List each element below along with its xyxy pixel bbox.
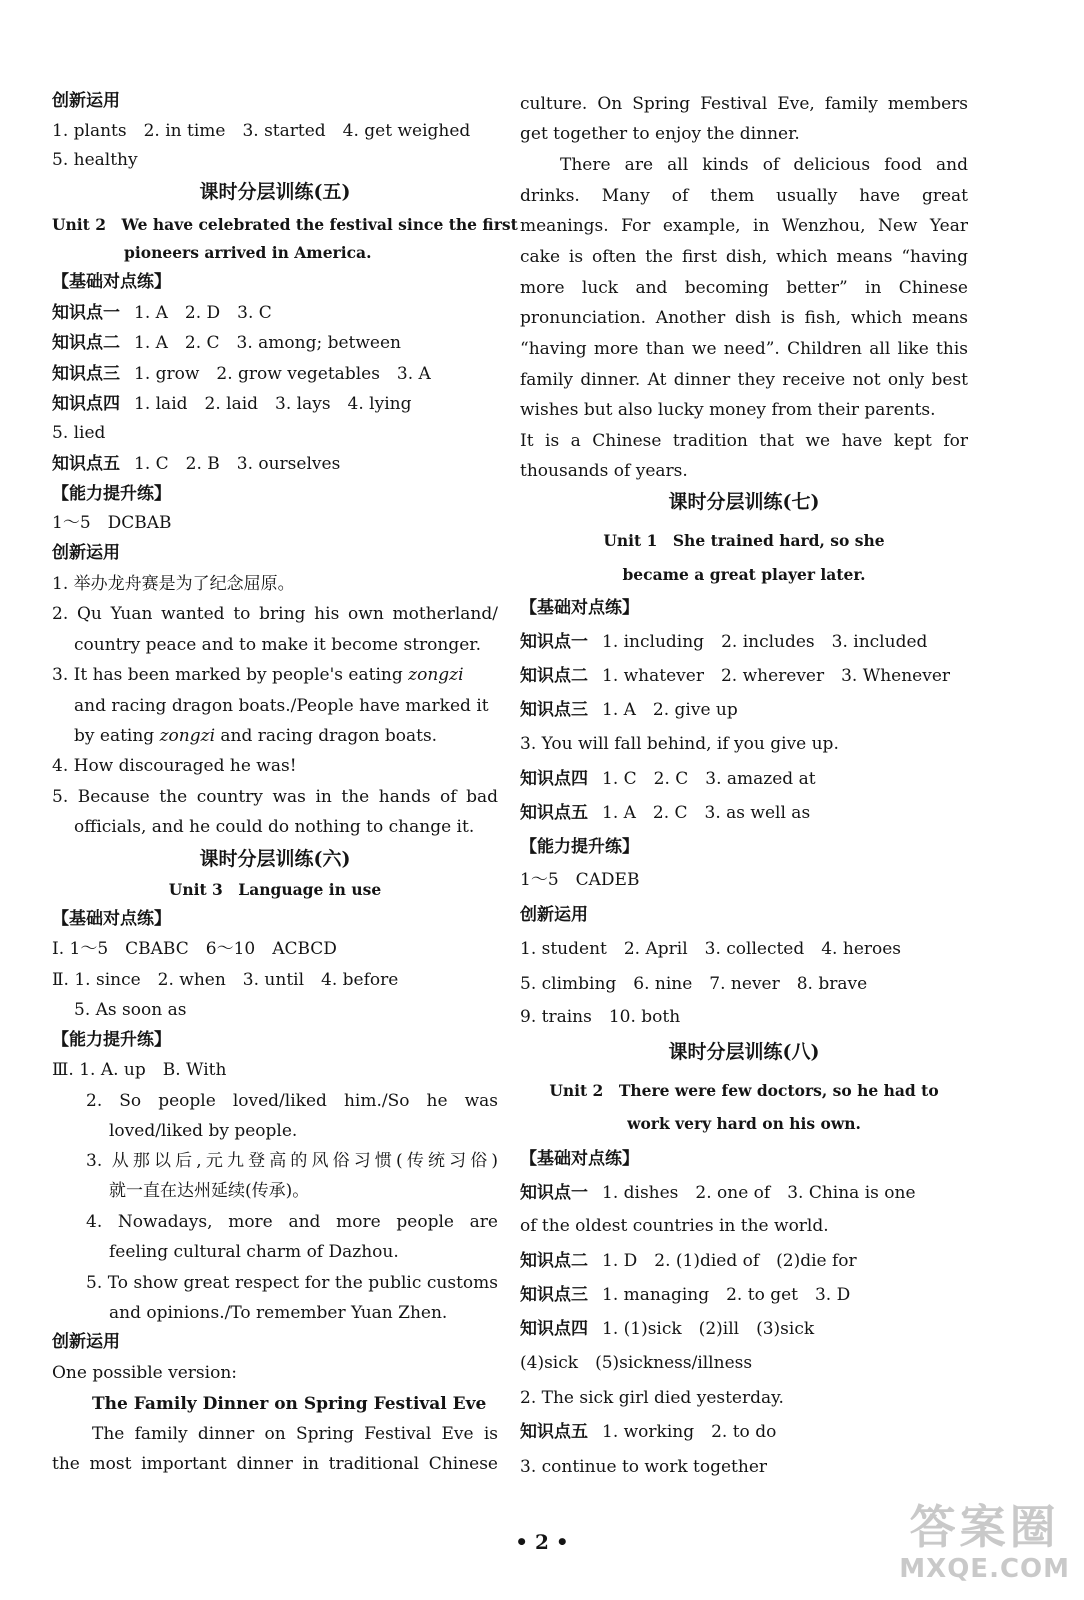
knowledge-point-row [52,392,498,416]
kp-answers: 1. including 2. includes 3. included [602,632,928,652]
answer-line: 5. lied [52,423,106,443]
knowledge-point-row [52,362,498,386]
answer-line: 4. How discouraged he was! [52,756,297,776]
lesson-title: 课时分层训练(七) [668,491,820,513]
essay-title: The Family Dinner on Spring Festival Eve [92,1394,487,1414]
answer-line: 2. The sick girl died yesterday. [520,1388,784,1408]
section-label: 创新运用 [52,1332,120,1352]
kp-answers: 1. C 2. C 3. amazed at [602,769,816,789]
knowledge-point-row [52,452,498,476]
exercise-heading: 【基础对点练】 [52,909,171,929]
essay-line: the most important dinner in traditional Chinese [52,1454,498,1474]
kp-answers: 1. A 2. give up [602,700,738,720]
kp-label: 知识点五 [520,1422,588,1442]
answer-line: officials, and he could do nothing to change it. [74,817,475,837]
kp-label: 知识点三 [52,364,120,384]
kp-answers: 1. grow 2. grow vegetables 3. A [134,364,431,384]
kp-answers: 1. A 2. C 3. as well as [602,803,811,823]
answer-line: 5. Because the country was in the hands of bad [52,787,498,807]
answer-line: country peace and to make it become stronger. [74,635,481,655]
unit-title-cont: became a great player later. [622,565,866,584]
kp-answers: 1. D 2. (1)died of (2)die for [602,1251,857,1271]
answer-line: 1. student 2. April 3. collected 4. heroes [520,939,902,959]
knowledge-point-row [520,1283,968,1307]
answer-line: and opinions./To remember Yuan Zhen. [109,1303,448,1323]
section-label: 创新运用 [520,905,588,925]
knowledge-point-row [520,1420,968,1444]
essay-line: culture. On Spring Festival Eve, family members [520,94,968,114]
kp-label: 知识点二 [52,333,120,353]
answer-line: 5. climbing 6. nine 7. never 8. brave [520,974,868,994]
text-run: by eating [74,726,160,746]
exercise-heading: 【能力提升练】 [520,837,639,857]
answer-line: 5. healthy [52,150,138,170]
answer-line: 5. To show great respect for the public customs [86,1273,498,1293]
lesson-title: 课时分层训练(五) [199,181,351,203]
kp-answers: 1. laid 2. laid 3. lays 4. lying [134,394,412,414]
kp-label: 知识点一 [52,303,120,323]
knowledge-point-row [52,301,498,325]
kp-label: 知识点五 [520,803,588,823]
answer-line [52,724,498,748]
answer-line: 1. 举办龙舟赛是为了纪念屈原。 [52,574,295,594]
text-run: 3. It has been marked by people's eating [52,665,409,685]
exercise-heading: 【基础对点练】 [520,1149,639,1169]
kp-label: 知识点一 [520,1183,588,1203]
exercise-heading: 【能力提升练】 [52,484,171,504]
unit-title-cont: pioneers arrived in America. [124,243,372,262]
answer-line: feeling cultural charm of Dazhou. [109,1242,399,1262]
knowledge-point-row [520,630,968,654]
unit-title: Unit 2 We have celebrated the festival since the first [52,215,518,234]
watermark-text: 答案圈 [909,1500,1060,1554]
kp-label: 知识点四 [52,394,120,414]
kp-label: 知识点二 [520,1251,588,1271]
answer-line: 1. plants 2. in time 3. started 4. get weighed [52,121,471,141]
italic-term: zongzi [408,665,464,685]
answer-line: 4. Nowadays, more and more people are [86,1212,498,1232]
answer-line: 1～5 CADEB [520,870,640,890]
answer-line: and racing dragon boats./People have marked it [74,696,489,716]
lesson-title: 课时分层训练(八) [668,1041,820,1063]
essay-line: thousands of years. [520,461,688,481]
unit-title: Unit 1 She trained hard, so she [603,531,885,550]
kp-label: 知识点三 [520,700,588,720]
essay-line: meanings. For example, in Wenzhou, New Year [520,216,968,236]
answer-line: 9. trains 10. both [520,1007,681,1027]
answer-line: Ⅱ. 1. since 2. when 3. until 4. before [52,970,399,990]
answer-line [52,663,498,687]
answer-line: (4)sick (5)sickness/illness [520,1353,753,1373]
unit-title: Unit 2 There were few doctors, so he had to [549,1081,939,1100]
answer-line: 3. 从那以后,元九登高的风俗习惯(传统习俗) [86,1151,498,1171]
kp-label: 知识点四 [520,1319,588,1339]
knowledge-point-row [520,1317,968,1341]
watermark-logo [899,1500,1070,1584]
answer-line: of the oldest countries in the world. [520,1216,829,1236]
essay-line: wishes but also lucky money from their parents. [520,400,936,420]
knowledge-point-row [520,801,968,825]
kp-label: 知识点四 [520,769,588,789]
essay-line: pronunciation. Another dish is fish, which means [520,308,968,328]
essay-line: get together to enjoy the dinner. [520,124,800,144]
lesson-title: 课时分层训练(六) [199,848,351,870]
kp-label: 知识点五 [52,454,120,474]
kp-answers: 1. dishes 2. one of 3. China is one [602,1183,916,1203]
section-label: 创新运用 [52,91,120,111]
knowledge-point-row [520,1181,968,1205]
answer-line: 5. As soon as [74,1000,187,1020]
italic-term: zongzi [159,726,216,746]
kp-answers: 1. C 2. B 3. ourselves [134,454,341,474]
watermark-url: MXQE.COM [899,1554,1070,1584]
answer-line: One possible version: [52,1363,237,1383]
knowledge-point-row [520,698,968,722]
page-number: • 2 • [515,1530,569,1554]
knowledge-point-row [52,331,498,355]
kp-answers: 1. A 2. C 3. among; between [134,333,402,353]
answer-line: 2. So people loved/liked him./So he was [86,1091,498,1111]
kp-answers: 1. (1)sick (2)ill (3)sick [602,1319,815,1339]
kp-answers: 1. whatever 2. wherever 3. Whenever [602,666,951,686]
essay-line: “having more than we need”. Children all like this [520,339,968,359]
essay-line: It is a Chinese tradition that we have kept for [520,431,968,451]
answer-line: 2. Qu Yuan wanted to bring his own motherland/ [52,604,498,624]
essay-line: The family dinner on Spring Festival Eve is [92,1424,498,1444]
essay-line: cake is often the first dish, which means “having [520,247,968,267]
kp-label: 知识点二 [520,666,588,686]
knowledge-point-row [520,767,968,791]
answer-line: 1～5 DCBAB [52,513,172,533]
unit-title-cont: work very hard on his own. [627,1114,861,1133]
text-run: and racing dragon boats. [215,726,438,746]
unit-title: Unit 3 Language in use [168,880,382,899]
knowledge-point-row [520,1249,968,1273]
kp-label: 知识点一 [520,632,588,652]
kp-label: 知识点三 [520,1285,588,1305]
essay-line: more luck and becoming better” in Chinese [520,278,968,298]
answer-line: 3. continue to work together [520,1457,768,1477]
answer-line: loved/liked by people. [109,1121,298,1141]
exercise-heading: 【基础对点练】 [52,272,171,292]
essay-line: There are all kinds of delicious food and [560,155,968,175]
answer-line: Ⅲ. 1. A. up B. With [52,1060,227,1080]
answer-line: Ⅰ. 1～5 CBABC 6～10 ACBCD [52,939,337,959]
answer-line: 3. You will fall behind, if you give up. [520,734,839,754]
kp-answers: 1. A 2. D 3. C [134,303,272,323]
kp-answers: 1. working 2. to do [602,1422,777,1442]
exercise-heading: 【基础对点练】 [520,598,639,618]
essay-line: drinks. Many of them usually have great [520,186,968,206]
answer-line: 就一直在达州延续(传承)。 [109,1181,310,1201]
essay-line: family dinner. At dinner they receive not only best [520,370,968,390]
knowledge-point-row [520,664,968,688]
kp-answers: 1. managing 2. to get 3. D [602,1285,851,1305]
section-label: 创新运用 [52,543,120,563]
exercise-heading: 【能力提升练】 [52,1030,171,1050]
